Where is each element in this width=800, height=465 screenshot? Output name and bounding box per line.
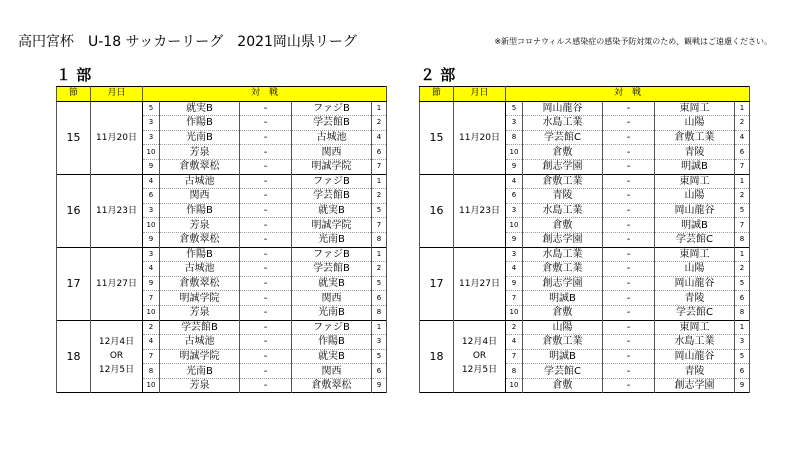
home-team: 水島工業	[523, 203, 603, 218]
versus-separator: -	[240, 320, 292, 335]
away-team: 就実B	[292, 203, 372, 218]
match-order-number: 1	[735, 320, 750, 335]
away-team: 古城池	[292, 130, 372, 145]
home-team: 倉敷工業	[523, 335, 603, 350]
home-team: 関西	[160, 189, 240, 204]
versus-separator: -	[240, 189, 292, 204]
pitch-number: 8	[143, 364, 160, 379]
pitch-number: 10	[506, 218, 523, 233]
versus-separator: -	[240, 130, 292, 145]
pitch-number: 3	[143, 130, 160, 145]
home-team: 古城池	[160, 174, 240, 189]
match-date-line: 11月27日	[96, 278, 137, 289]
home-team: 倉敷	[523, 218, 603, 233]
versus-separator: -	[240, 276, 292, 291]
versus-separator: -	[240, 349, 292, 364]
away-team: 関西	[292, 291, 372, 306]
away-team: 岡山龍谷	[655, 276, 735, 291]
pitch-number: 4	[506, 174, 523, 189]
pitch-number: 7	[143, 291, 160, 306]
versus-separator: -	[603, 232, 655, 247]
pitch-number: 8	[506, 364, 523, 379]
match-order-number: 6	[372, 291, 387, 306]
versus-separator: -	[603, 291, 655, 306]
match-order-number: 4	[735, 130, 750, 145]
pitch-number: 2	[506, 320, 523, 335]
away-team: 東岡工	[655, 101, 735, 116]
versus-separator: -	[603, 364, 655, 379]
match-date	[454, 101, 506, 174]
match-order-number: 2	[372, 189, 387, 204]
match-date-line: 12月5日	[461, 365, 498, 376]
header-date: 月日	[91, 87, 143, 102]
match-order-number: 1	[372, 320, 387, 335]
home-team: 倉敷工業	[523, 262, 603, 277]
pitch-number: 2	[143, 320, 160, 335]
home-team: 作陽B	[160, 247, 240, 262]
match-order-number: 1	[372, 101, 387, 116]
match-order-number: 7	[735, 218, 750, 233]
match-date-line: 11月20日	[96, 132, 137, 143]
match-date-line: 12月4日	[98, 337, 135, 348]
match-order-number: 5	[372, 203, 387, 218]
match-date	[91, 174, 143, 247]
match-order-number: 6	[372, 145, 387, 160]
away-team: 明誠B	[655, 159, 735, 174]
match-order-number: 5	[372, 349, 387, 364]
match-order-number: 5	[735, 349, 750, 364]
pitch-number: 7	[143, 349, 160, 364]
versus-separator: -	[240, 218, 292, 233]
header-round: 節	[57, 87, 91, 102]
pitch-number: 9	[506, 276, 523, 291]
home-team: 倉敷翠松	[160, 159, 240, 174]
pitch-number: 4	[506, 335, 523, 350]
match-row	[57, 247, 387, 262]
versus-separator: -	[603, 305, 655, 320]
match-order-number: 3	[372, 335, 387, 350]
versus-separator: -	[240, 262, 292, 277]
pitch-number: 5	[143, 101, 160, 116]
header-date: 月日	[454, 87, 506, 102]
versus-separator: -	[603, 378, 655, 393]
versus-separator: -	[603, 130, 655, 145]
header-match: 対 戦	[506, 87, 750, 102]
versus-separator: -	[603, 349, 655, 364]
home-team: 山陽	[523, 320, 603, 335]
match-order-number: 6	[735, 145, 750, 160]
pitch-number: 9	[143, 159, 160, 174]
away-team: 学芸館B	[292, 189, 372, 204]
header-round: 節	[420, 87, 454, 102]
round-number: 18	[420, 320, 454, 393]
home-team: 芳泉	[160, 145, 240, 160]
home-team: 就実B	[160, 101, 240, 116]
pitch-number: 8	[506, 130, 523, 145]
home-team: 明誠B	[523, 349, 603, 364]
match-order-number: 2	[735, 189, 750, 204]
home-team: 倉敷	[523, 305, 603, 320]
home-team: 作陽B	[160, 203, 240, 218]
round-number: 17	[57, 247, 91, 320]
versus-separator: -	[603, 116, 655, 131]
match-order-number: 3	[735, 335, 750, 350]
pitch-number: 5	[506, 101, 523, 116]
match-order-number: 2	[735, 262, 750, 277]
match-date-line: OR	[109, 351, 124, 362]
division-1-schedule-table	[56, 86, 387, 393]
round-number: 17	[420, 247, 454, 320]
match-order-number: 1	[735, 101, 750, 116]
match-order-number: 8	[735, 305, 750, 320]
round-number: 15	[420, 101, 454, 174]
home-team: 倉敷翠松	[160, 276, 240, 291]
match-row	[420, 247, 750, 262]
pitch-number: 10	[506, 145, 523, 160]
match-row	[420, 101, 750, 116]
away-team: 学芸館B	[292, 116, 372, 131]
versus-separator: -	[603, 203, 655, 218]
division-2-schedule-table	[419, 86, 750, 393]
match-order-number: 1	[735, 174, 750, 189]
home-team: 光南B	[160, 130, 240, 145]
away-team: 青陵	[655, 291, 735, 306]
versus-separator: -	[240, 159, 292, 174]
match-date-line: 11月23日	[459, 205, 500, 216]
home-team: 学芸館C	[523, 130, 603, 145]
round-number: 16	[420, 174, 454, 247]
division-2-title: ２ 部	[420, 66, 456, 84]
versus-separator: -	[603, 335, 655, 350]
versus-separator: -	[603, 145, 655, 160]
home-team: 水島工業	[523, 247, 603, 262]
match-order-number: 1	[372, 174, 387, 189]
home-team: 芳泉	[160, 378, 240, 393]
pitch-number: 10	[506, 305, 523, 320]
pitch-number: 4	[506, 262, 523, 277]
away-team: 学芸館C	[655, 232, 735, 247]
pitch-number: 3	[506, 116, 523, 131]
away-team: 創志学園	[655, 378, 735, 393]
away-team: ファジB	[292, 320, 372, 335]
away-team: 山陽	[655, 189, 735, 204]
match-order-number: 6	[735, 291, 750, 306]
match-order-number: 4	[372, 130, 387, 145]
away-team: 学芸館B	[292, 262, 372, 277]
home-team: 古城池	[160, 335, 240, 350]
away-team: ファジB	[292, 101, 372, 116]
versus-separator: -	[240, 145, 292, 160]
match-order-number: 1	[372, 247, 387, 262]
away-team: 関西	[292, 145, 372, 160]
match-date-line: OR	[472, 351, 487, 362]
versus-separator: -	[240, 305, 292, 320]
round-number: 18	[57, 320, 91, 393]
home-team: 古城池	[160, 262, 240, 277]
away-team: 青陵	[655, 145, 735, 160]
home-team: 創志学園	[523, 276, 603, 291]
pitch-number: 7	[506, 291, 523, 306]
match-date	[454, 320, 506, 393]
versus-separator: -	[603, 262, 655, 277]
pitch-number: 3	[143, 247, 160, 262]
pitch-number: 3	[506, 203, 523, 218]
home-team: 創志学園	[523, 232, 603, 247]
pitch-number: 10	[143, 305, 160, 320]
versus-separator: -	[240, 232, 292, 247]
versus-separator: -	[240, 203, 292, 218]
home-team: 学芸館B	[160, 320, 240, 335]
versus-separator: -	[603, 320, 655, 335]
home-team: 岡山龍谷	[523, 101, 603, 116]
away-team: 作陽B	[292, 335, 372, 350]
versus-separator: -	[603, 218, 655, 233]
away-team: 光南B	[292, 305, 372, 320]
match-date	[454, 174, 506, 247]
versus-separator: -	[240, 247, 292, 262]
round-number: 16	[57, 174, 91, 247]
pitch-number: 9	[143, 232, 160, 247]
versus-separator: -	[240, 116, 292, 131]
round-number: 15	[57, 101, 91, 174]
away-team: 関西	[292, 364, 372, 379]
pitch-number: 4	[143, 262, 160, 277]
match-date-line: 12月5日	[98, 365, 135, 376]
away-team: ファジB	[292, 174, 372, 189]
away-team: 倉敷工業	[655, 130, 735, 145]
versus-separator: -	[240, 291, 292, 306]
match-date-line: 11月20日	[459, 132, 500, 143]
pitch-number: 9	[143, 276, 160, 291]
match-order-number: 2	[735, 116, 750, 131]
match-order-number: 7	[372, 159, 387, 174]
versus-separator: -	[240, 364, 292, 379]
match-order-number: 2	[372, 116, 387, 131]
match-order-number: 8	[372, 232, 387, 247]
home-team: 明誠学院	[160, 349, 240, 364]
home-team: 光南B	[160, 364, 240, 379]
table-header-row	[57, 87, 387, 102]
versus-separator: -	[603, 276, 655, 291]
match-date	[91, 320, 143, 393]
away-team: 東岡工	[655, 320, 735, 335]
match-order-number: 8	[372, 305, 387, 320]
away-team: 明誠学院	[292, 218, 372, 233]
pitch-number: 9	[506, 232, 523, 247]
match-date-line: 11月27日	[459, 278, 500, 289]
match-row	[57, 174, 387, 189]
pitch-number: 10	[143, 145, 160, 160]
home-team: 芳泉	[160, 305, 240, 320]
versus-separator: -	[240, 378, 292, 393]
versus-separator: -	[603, 247, 655, 262]
spectator-notice: ※新型コロナウィルス感染症の感染予防対策のため、観戦はご遠慮ください。	[494, 37, 772, 46]
versus-separator: -	[240, 335, 292, 350]
pitch-number: 10	[143, 378, 160, 393]
home-team: 倉敷翠松	[160, 232, 240, 247]
match-order-number: 9	[372, 378, 387, 393]
away-team: 明誠B	[655, 218, 735, 233]
match-order-number: 7	[735, 159, 750, 174]
away-team: 就実B	[292, 276, 372, 291]
away-team: 岡山龍谷	[655, 349, 735, 364]
home-team: 水島工業	[523, 116, 603, 131]
match-order-number: 1	[735, 247, 750, 262]
match-order-number: 9	[735, 378, 750, 393]
home-team: 倉敷	[523, 145, 603, 160]
match-row	[420, 320, 750, 335]
match-order-number: 6	[735, 364, 750, 379]
away-team: 水島工業	[655, 335, 735, 350]
pitch-number: 9	[506, 159, 523, 174]
away-team: 就実B	[292, 349, 372, 364]
match-order-number: 5	[372, 276, 387, 291]
versus-separator: -	[603, 101, 655, 116]
away-team: 学芸館C	[655, 305, 735, 320]
match-row	[57, 101, 387, 116]
pitch-number: 4	[143, 335, 160, 350]
home-team: 明誠B	[523, 291, 603, 306]
match-order-number: 6	[372, 364, 387, 379]
match-date	[91, 247, 143, 320]
away-team: 山陽	[655, 116, 735, 131]
match-order-number: 5	[735, 203, 750, 218]
versus-separator: -	[603, 189, 655, 204]
home-team: 作陽B	[160, 116, 240, 131]
away-team: 光南B	[292, 232, 372, 247]
pitch-number: 3	[143, 116, 160, 131]
pitch-number: 4	[143, 174, 160, 189]
home-team: 学芸館C	[523, 364, 603, 379]
away-team: 岡山龍谷	[655, 203, 735, 218]
away-team: 東岡工	[655, 247, 735, 262]
division-1-title: １ 部	[56, 66, 92, 84]
away-team: 明誠学院	[292, 159, 372, 174]
home-team: 芳泉	[160, 218, 240, 233]
pitch-number: 3	[143, 203, 160, 218]
pitch-number: 6	[143, 189, 160, 204]
away-team: ファジB	[292, 247, 372, 262]
match-date-line: 12月4日	[461, 337, 498, 348]
versus-separator: -	[240, 101, 292, 116]
table-header-row	[420, 87, 750, 102]
home-team: 明誠学院	[160, 291, 240, 306]
home-team: 創志学園	[523, 159, 603, 174]
away-team: 山陽	[655, 262, 735, 277]
pitch-number: 6	[506, 189, 523, 204]
match-order-number: 5	[735, 276, 750, 291]
pitch-number: 10	[143, 218, 160, 233]
header-match: 対 戦	[143, 87, 387, 102]
match-date-line: 11月23日	[96, 205, 137, 216]
pitch-number: 10	[506, 378, 523, 393]
away-team: 東岡工	[655, 174, 735, 189]
match-date	[91, 101, 143, 174]
match-date	[454, 247, 506, 320]
home-team: 倉敷工業	[523, 174, 603, 189]
page-title: 高円宮杯 U-18 サッカーリーグ 2021岡山県リーグ	[18, 34, 357, 50]
pitch-number: 3	[506, 247, 523, 262]
away-team: 倉敷翠松	[292, 378, 372, 393]
pitch-number: 7	[506, 349, 523, 364]
match-order-number: 8	[735, 232, 750, 247]
home-team: 倉敷	[523, 378, 603, 393]
match-row	[57, 320, 387, 335]
versus-separator: -	[240, 174, 292, 189]
match-order-number: 7	[372, 218, 387, 233]
home-team: 青陵	[523, 189, 603, 204]
versus-separator: -	[603, 174, 655, 189]
away-team: 青陵	[655, 364, 735, 379]
match-row	[420, 174, 750, 189]
versus-separator: -	[603, 159, 655, 174]
match-order-number: 2	[372, 262, 387, 277]
